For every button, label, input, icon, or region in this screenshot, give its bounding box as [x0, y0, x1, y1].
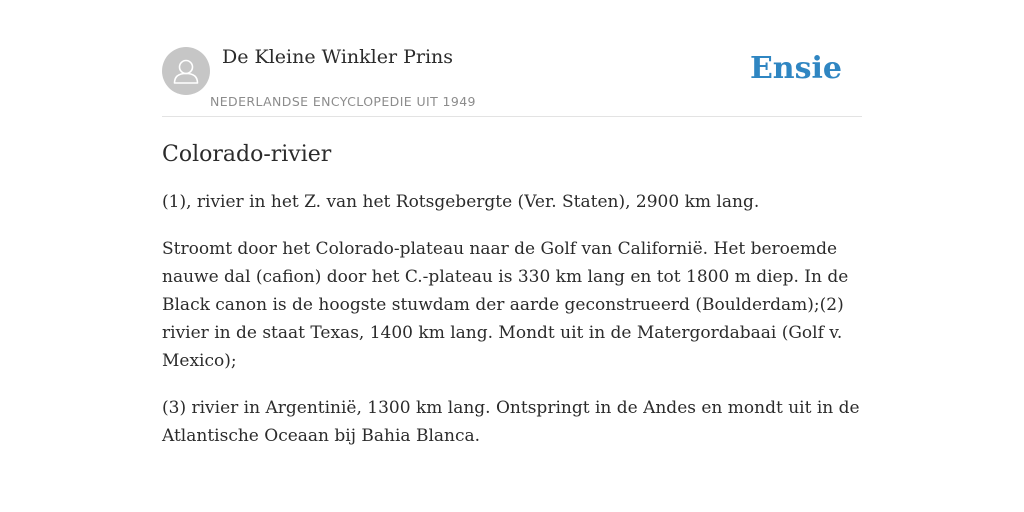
- user-icon: [162, 47, 210, 95]
- article-title: Colorado-rivier: [162, 142, 332, 167]
- article-paragraph: (3) rivier in Argentinië, 1300 km lang. Ontspringt in de Andes en mondt uit in de Atlantische Oceaan bij Bahia Blanca.: [162, 398, 860, 446]
- source-name[interactable]: De Kleine Winkler Prins: [222, 46, 454, 68]
- source-avatar[interactable]: [162, 47, 210, 95]
- source-subtitle: NEDERLANDSE ENCYCLOPEDIE UIT 1949: [210, 94, 476, 109]
- source-header: [162, 0, 862, 117]
- site-logo[interactable]: Ensie: [749, 51, 842, 86]
- article-paragraph: Stroomt door het Colorado-plateau naar de Golf van Californië. Het beroemde nauwe dal (cafion) door het C.-plateau is 330 km lang en tot 1800 m diep. In de Black canon is de hoogste stuwdam der aarde geconstrueerd (Boulderdam);(2) rivier in de staat Texas, 1400 km lang. Mondt uit in de Matergordabaai (Golf v. Mexico);: [162, 239, 849, 371]
- article-body: [162, 138, 862, 469]
- article-paragraph: (1), rivier in het Z. van het Rotsgebergte (Ver. Staten), 2900 km lang.: [162, 192, 760, 212]
